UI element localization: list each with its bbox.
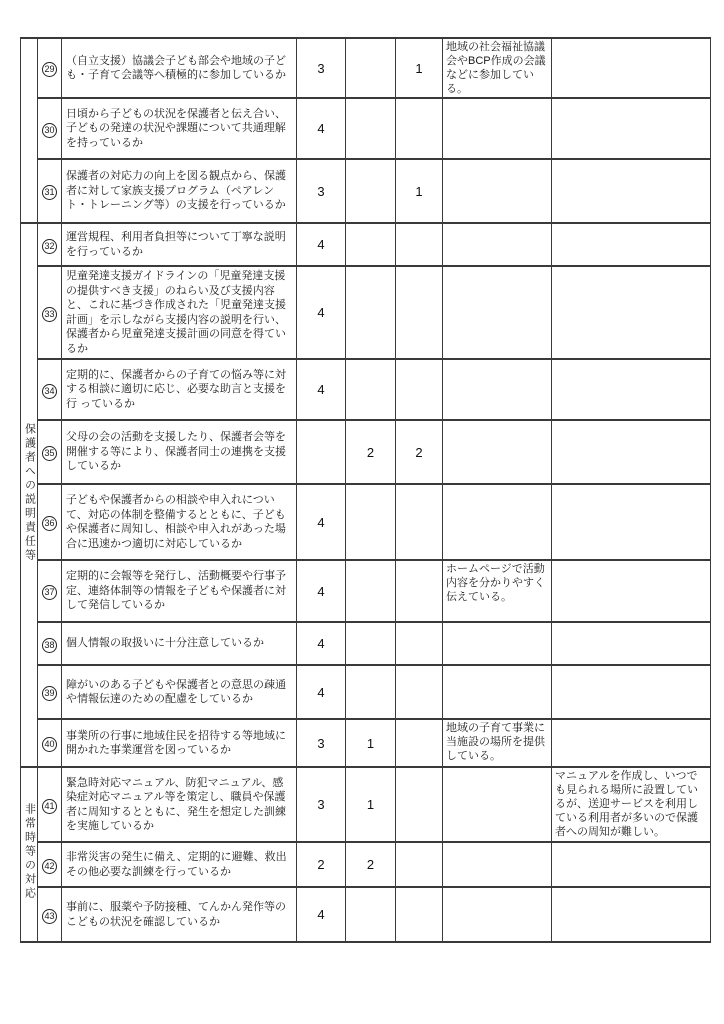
item-number-circle: 42 (42, 859, 57, 874)
comment-text (552, 720, 710, 722)
comment-col-1-cell (443, 842, 552, 887)
question-cell (62, 842, 297, 887)
comment-text (443, 160, 551, 162)
question-cell (62, 420, 297, 484)
question-text: 定期的に会報等を発行し、活動概要や行事予定、連絡体制等の情報を子どもや保護者に対して発信しているか (66, 570, 286, 612)
comment-text (443, 768, 551, 770)
score-col-1-cell: 4 (297, 665, 346, 719)
section-cell (21, 223, 38, 767)
score-col-3-cell: 2 (396, 420, 443, 484)
comment-text (552, 666, 710, 668)
question-cell (62, 622, 297, 665)
comment-col-2-cell (552, 767, 711, 842)
item-number-cell (38, 887, 62, 942)
table-row (21, 622, 711, 665)
question-text: 非常災害の発生に備え、定期的に避難、救出その他必要な訓練を行っているか (66, 851, 287, 878)
score-col-3-cell (396, 622, 443, 665)
score-col-2-cell (346, 665, 396, 719)
item-number-cell (38, 622, 62, 665)
question-text: 日頃から子どもの状況を保護者と伝え合い、子どもの発達の状況や課題について共通理解を持っているか (66, 107, 286, 149)
comment-text: マニュアルを作成し、いつでも見られる場所に設置しているが、送迎サービスを利用している利用者が多いので保護者への周知が難しい。 (555, 770, 698, 838)
question-cell (62, 560, 297, 622)
comment-text: 地域の社会福祉協議会やBCP作成の会議などに参加している。 (446, 41, 546, 95)
comment-col-2-cell (552, 665, 711, 719)
question-cell (62, 266, 297, 359)
score-col-2-cell: 1 (346, 719, 396, 767)
comment-text (552, 623, 710, 625)
score-col-3-cell (396, 560, 443, 622)
score-col-1-cell: 4 (297, 223, 346, 266)
item-number-cell (38, 719, 62, 767)
score-col-1-cell: 2 (297, 842, 346, 887)
comment-text (552, 421, 710, 423)
comment-col-2-cell (552, 420, 711, 484)
item-number-circle: 33 (42, 307, 57, 322)
comment-text (552, 843, 710, 845)
question-text: 緊急時対応マニュアル、防犯マニュアル、感染症対応マニュアル等を策定し、職員や保護者に周知するとともに、発生を想定した訓練を実施しているか (66, 776, 286, 832)
score-col-3-cell (396, 266, 443, 359)
item-number-cell (38, 842, 62, 887)
section-cell (21, 38, 38, 223)
question-cell (62, 767, 297, 842)
question-text: 児童発達支援ガイドラインの「児童発達支援の提供すべき支援」のねらい及び支援内容と、これに基づき作成された「児童発達支援計画」を示しながら支援内容の説明を行い、保護者から児童発達支援計画の同意を得ているか (66, 270, 286, 355)
item-number-circle: 29 (42, 62, 57, 77)
item-number-circle: 41 (42, 799, 57, 814)
comment-col-2-cell (552, 223, 711, 266)
question-text: 個人情報の取扱いに十分注意しているか (66, 637, 264, 650)
score-col-1-cell: 4 (297, 622, 346, 665)
score-col-1-cell: 3 (297, 719, 346, 767)
comment-col-1-cell (443, 767, 552, 842)
table-row (21, 719, 711, 767)
comment-text (443, 224, 551, 226)
question-cell (62, 223, 297, 266)
comment-col-1-cell (443, 38, 552, 98)
comment-col-2-cell (552, 842, 711, 887)
score-col-1-cell (297, 420, 346, 484)
score-col-1-cell: 3 (297, 767, 346, 842)
item-number-cell (38, 266, 62, 359)
score-col-3-cell: 1 (396, 38, 443, 98)
table-row (21, 420, 711, 484)
item-number-circle: 39 (42, 686, 57, 701)
score-col-2-cell (346, 359, 396, 420)
score-col-1-cell: 3 (297, 159, 346, 223)
item-number-circle: 34 (42, 384, 57, 399)
score-col-2-cell (346, 484, 396, 560)
comment-text: 地域の子育て事業に当施設の場所を提供している。 (446, 722, 545, 762)
table-row (21, 359, 711, 420)
comment-col-1-cell (443, 484, 552, 560)
comment-col-2-cell (552, 887, 711, 942)
question-text: 父母の会の活動を支援したり、保護者会等を開催する等により、保護者同士の連携を支援しているか (66, 431, 286, 473)
comment-col-1-cell (443, 223, 552, 266)
comment-text (552, 561, 710, 563)
score-col-1-cell: 4 (297, 560, 346, 622)
comment-text (443, 843, 551, 845)
item-number-cell (38, 665, 62, 719)
comment-text (552, 485, 710, 487)
comment-text (443, 421, 551, 423)
comment-text (443, 485, 551, 487)
table-row (21, 842, 711, 887)
score-col-2-cell (346, 622, 396, 665)
score-col-2-cell (346, 887, 396, 942)
comment-col-2-cell (552, 359, 711, 420)
comment-text (443, 666, 551, 668)
comment-text (443, 267, 551, 269)
question-text: 子どもや保護者からの相談や申入れについて、対応の体制を整備するとともに、子どもや保護者に周知し、相談や申入れがあった場合に迅速かつ適切に対応しているか (66, 494, 286, 550)
score-col-2-cell: 1 (346, 767, 396, 842)
item-number-circle: 35 (42, 446, 57, 461)
comment-text (552, 160, 710, 162)
question-text: 事前に、服薬や予防接種、てんかん発作等のこどもの状況を確認しているか (66, 901, 286, 928)
item-number-cell (38, 359, 62, 420)
comment-col-2-cell (552, 719, 711, 767)
item-number-cell (38, 159, 62, 223)
score-col-3-cell: 1 (396, 159, 443, 223)
score-col-3-cell (396, 842, 443, 887)
question-cell (62, 159, 297, 223)
comment-col-2-cell (552, 560, 711, 622)
question-cell (62, 359, 297, 420)
score-col-2-cell (346, 560, 396, 622)
question-cell (62, 98, 297, 159)
comment-col-2-cell (552, 484, 711, 560)
table-row (21, 38, 711, 98)
score-col-3-cell (396, 98, 443, 159)
item-number-cell (38, 98, 62, 159)
comment-col-1-cell (443, 887, 552, 942)
score-col-2-cell (346, 98, 396, 159)
question-text: 定期的に、保護者からの子育ての悩み等に対する相談に適切に応じ、必要な助言と支援を行 っているか (66, 368, 286, 410)
comment-col-1-cell (443, 622, 552, 665)
comment-text (552, 99, 710, 101)
item-number-circle: 37 (42, 585, 57, 600)
comment-col-1-cell (443, 159, 552, 223)
comment-col-2-cell (552, 266, 711, 359)
score-col-3-cell (396, 767, 443, 842)
question-cell (62, 719, 297, 767)
score-col-2-cell: 2 (346, 842, 396, 887)
question-cell (62, 887, 297, 942)
question-text: （自立支援）協議会子ども部会や地域の子ど も・子育て会議等へ積極的に参加しているか (66, 54, 286, 81)
question-cell (62, 484, 297, 560)
item-number-cell (38, 767, 62, 842)
comment-text (443, 888, 551, 890)
table-row (21, 484, 711, 560)
comment-col-2-cell (552, 98, 711, 159)
section-cell (21, 767, 38, 942)
score-col-3-cell (396, 887, 443, 942)
score-col-1-cell: 4 (297, 98, 346, 159)
score-col-1-cell: 3 (297, 38, 346, 98)
table-row (21, 223, 711, 266)
table-row (21, 159, 711, 223)
score-col-3-cell (396, 719, 443, 767)
question-text: 障がいのある子どもや保護者との意思の疎通や情報伝達のための配慮をしているか (66, 678, 286, 705)
question-text: 事業所の行事に地域住民を招待する等地域に開かれた事業運営を図っているか (66, 729, 286, 756)
item-number-cell (38, 420, 62, 484)
comment-text: ホームページで活動内容を分かりやすく伝えている。 (446, 563, 545, 603)
comment-col-1-cell (443, 560, 552, 622)
comment-col-1-cell (443, 266, 552, 359)
score-col-1-cell: 4 (297, 266, 346, 359)
table-row (21, 98, 711, 159)
table-row (21, 560, 711, 622)
table-row (21, 665, 711, 719)
item-number-circle: 31 (42, 185, 57, 200)
score-col-2-cell: 2 (346, 420, 396, 484)
comment-col-2-cell (552, 622, 711, 665)
score-col-2-cell (346, 159, 396, 223)
comment-col-1-cell (443, 719, 552, 767)
comment-text (552, 39, 710, 41)
score-col-2-cell (346, 223, 396, 266)
item-number-circle: 40 (42, 737, 57, 752)
item-number-circle: 36 (42, 516, 57, 531)
section-label: 保護者への説明責任等 (23, 422, 36, 563)
score-col-3-cell (396, 359, 443, 420)
comment-col-2-cell (552, 38, 711, 98)
score-col-3-cell (396, 223, 443, 266)
score-col-1-cell: 4 (297, 887, 346, 942)
item-number-cell (38, 484, 62, 560)
item-number-circle: 30 (42, 123, 57, 138)
self-assessment-table (20, 37, 711, 943)
question-cell (62, 38, 297, 98)
section-label: 非常時等の対応 (23, 803, 36, 901)
item-number-cell (38, 223, 62, 266)
score-col-2-cell (346, 38, 396, 98)
table-row (21, 767, 711, 842)
score-col-3-cell (396, 665, 443, 719)
question-text: 運営規程、利用者負担等について丁寧な説明を行っているか (66, 231, 286, 258)
table-row (21, 266, 711, 359)
score-col-1-cell: 4 (297, 484, 346, 560)
comment-text (443, 360, 551, 362)
score-col-1-cell: 4 (297, 359, 346, 420)
comment-text (552, 224, 710, 226)
comment-text (443, 99, 551, 101)
comment-col-1-cell (443, 98, 552, 159)
item-number-cell (38, 560, 62, 622)
comment-col-1-cell (443, 420, 552, 484)
comment-text (443, 623, 551, 625)
comment-text (552, 267, 710, 269)
question-text: 保護者の対応力の向上を図る観点から、保護者に対して家族支援プログラム（ペアレント・トレーニング等）の支援を行っているか (66, 170, 286, 212)
comment-col-2-cell (552, 159, 711, 223)
comment-col-1-cell (443, 665, 552, 719)
comment-text (552, 888, 710, 890)
item-number-circle: 43 (42, 909, 57, 924)
table-body (21, 38, 711, 942)
item-number-circle: 32 (42, 239, 57, 254)
comment-text (552, 360, 710, 362)
table-row (21, 887, 711, 942)
item-number-circle: 38 (42, 638, 57, 653)
score-col-3-cell (396, 484, 443, 560)
item-number-cell (38, 38, 62, 98)
comment-col-1-cell (443, 359, 552, 420)
score-col-2-cell (346, 266, 396, 359)
question-cell (62, 665, 297, 719)
